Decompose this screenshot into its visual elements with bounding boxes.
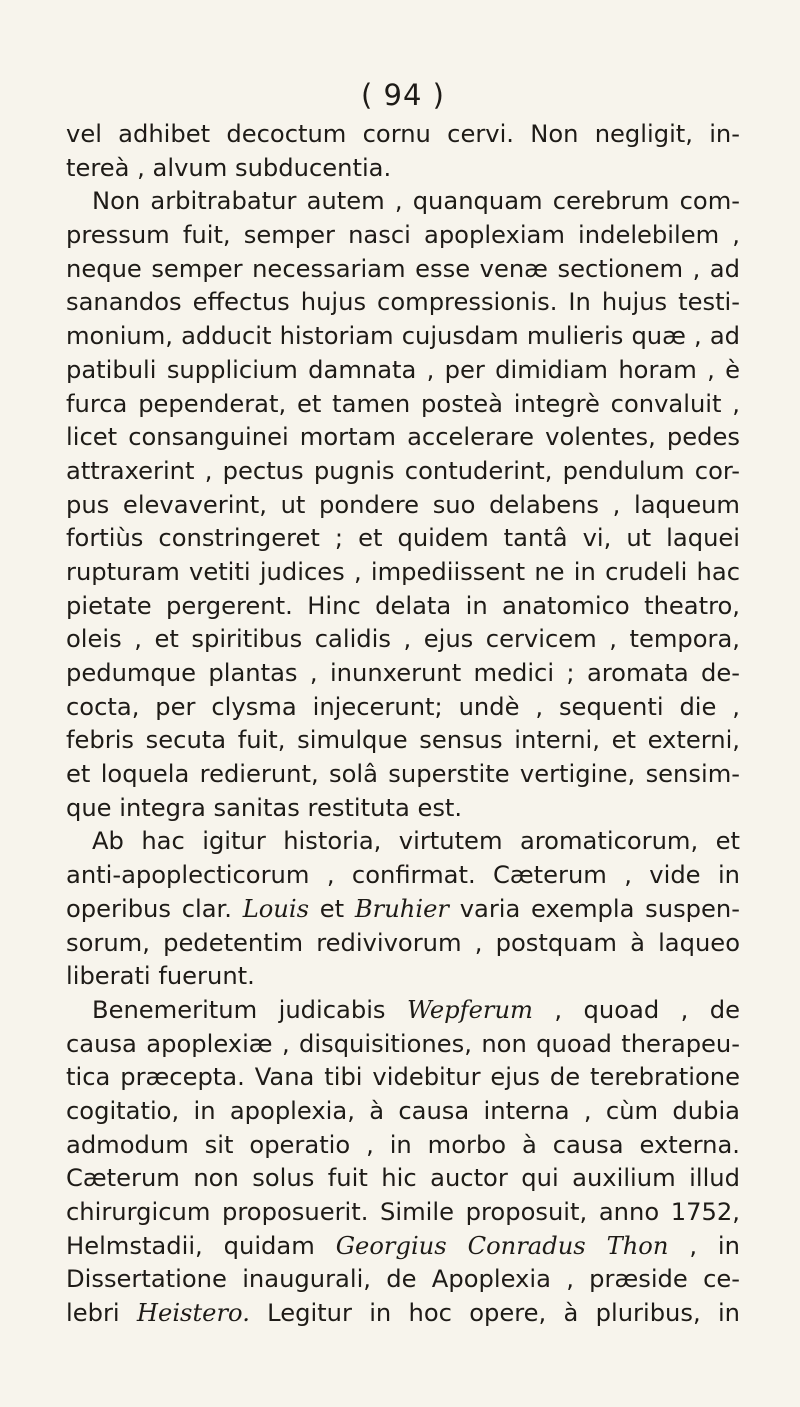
text-line: Helmstadii, quidam Georgius Conradus Thon , in: [66, 1231, 740, 1260]
text-line: operibus clar. Louis et Bruhier varia exempla suspen-: [66, 894, 740, 923]
text-line: Non arbitrabatur autem , quanquam cerebrum com-: [92, 187, 740, 216]
text-line: Ab hac igitur historia, virtutem aromaticorum, et: [92, 827, 740, 856]
text-line: vel adhibet decoctum cornu cervi. Non negligit, in-: [66, 120, 740, 148]
text-body: [66, 118, 740, 1331]
text-line: rupturam vetiti judices , impediissent ne in crudeli hac: [66, 557, 740, 586]
text-line: causa apoplexiæ , disquisitiones, non quoad therapeu-: [66, 1029, 740, 1058]
text-line: neque semper necessariam esse venæ sectionem , ad: [66, 254, 740, 283]
text-line: sanandos effectus hujus compressionis. In hujus testi-: [66, 288, 740, 317]
text-line: licet consanguinei mortam accelerare volentes, pedes: [66, 423, 740, 452]
text-line: et loquela redierunt, solâ superstite vertigine, sensim-: [66, 760, 740, 789]
text-line: oleis , et spiritibus calidis , ejus cervicem , tempora,: [66, 625, 740, 654]
text-line: pietate pergerent. Hinc delata in anatomico theatro,: [66, 591, 740, 620]
text-line: cogitatio, in apoplexia, à causa interna , cùm dubia: [66, 1096, 740, 1125]
text-line: febris secuta fuit, simulque sensus interni, et externi,: [66, 726, 740, 755]
text-line: liberati fuerunt.: [66, 962, 255, 991]
text-line: lebri Heistero. Legitur in hoc opere, à pluribus, in: [66, 1299, 740, 1328]
text-line: fortiùs constringeret ; et quidem tantâ vi, ut laquei: [66, 524, 740, 553]
text-line: sorum, pedetentim redivivorum , postquam à laqueo: [66, 928, 740, 957]
text-line: que integra sanitas restituta est.: [66, 793, 463, 822]
text-line: Dissertatione inaugurali, de Apoplexia , præside ce-: [66, 1265, 740, 1294]
text-line: cocta, per clysma injecerunt; undè , sequenti die ,: [66, 692, 740, 721]
text-line: pedumque plantas , inunxerunt medici ; aromata de-: [66, 659, 740, 687]
text-line: tereà , alvum subducentia.: [66, 153, 392, 182]
text-line: tica præcepta. Vana tibi videbitur ejus de terebratione: [66, 1063, 740, 1092]
text-line: furca pependerat, et tamen posteà integrè convaluit ,: [66, 389, 740, 418]
text-line: admodum sit operatio , in morbo à causa externa.: [66, 1130, 740, 1159]
text-line: anti-apoplecticorum , confirmat. Cæterum , vide in: [66, 861, 740, 890]
text-line: pus elevaverint, ut pondere suo delabens , laqueum: [66, 490, 740, 519]
text-line: patibuli supplicium damnata , per dimidiam horam , è: [66, 355, 740, 384]
page-number: ( 94 ): [361, 78, 445, 112]
text-line: Benemeritum judicabis Wepferum , quoad , de: [92, 995, 740, 1024]
text-line: Cæterum non solus fuit hic auctor qui auxilium illud: [66, 1164, 740, 1193]
text-line: pressum fuit, semper nasci apoplexiam indelebilem ,: [66, 221, 740, 250]
text-line: chirurgicum proposuerit. Simile proposuit, anno 1752,: [66, 1198, 740, 1226]
text-line: attraxerint , pectus pugnis contuderint, pendulum cor-: [66, 456, 740, 485]
text-line: monium, adducit historiam cujusdam mulieris quæ , ad: [66, 322, 740, 351]
